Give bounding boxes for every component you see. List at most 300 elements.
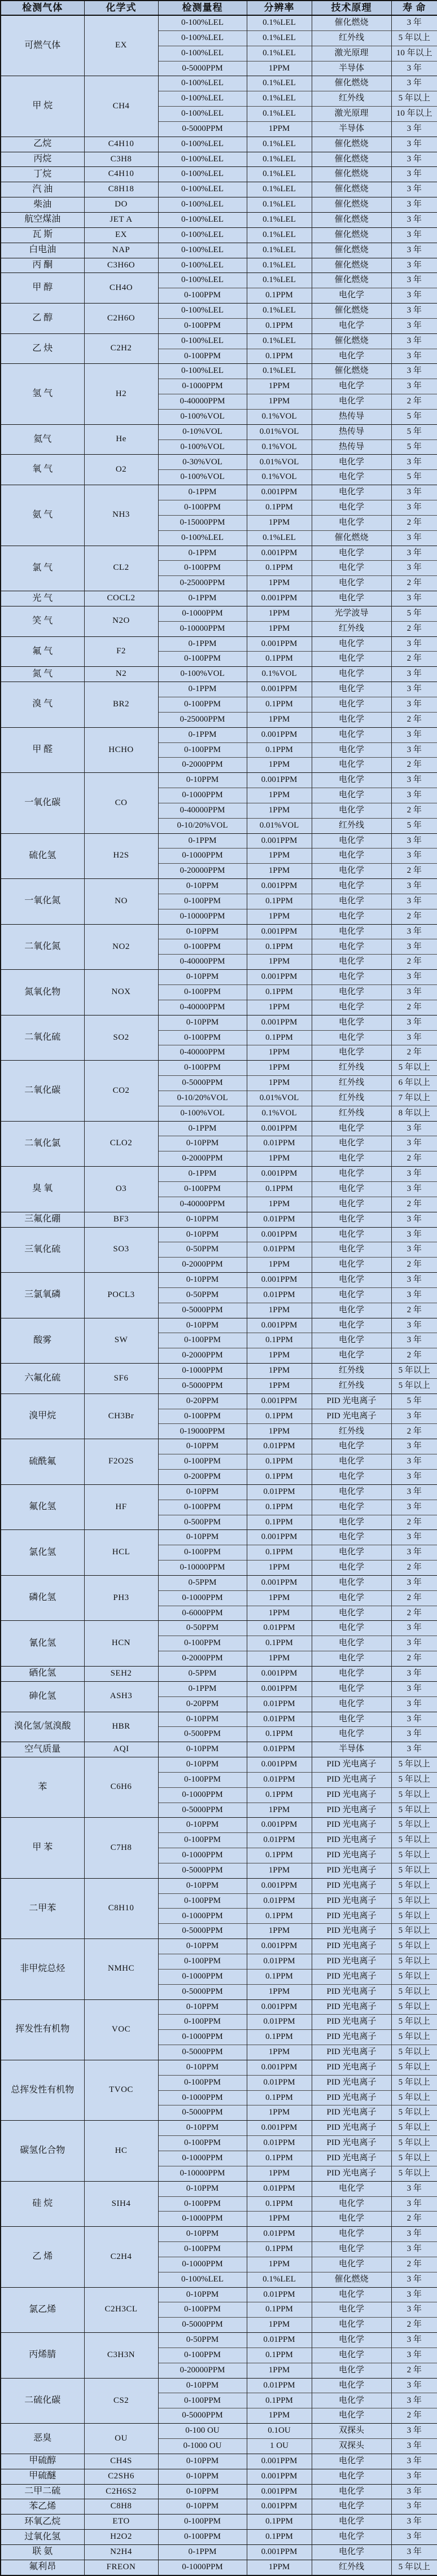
principle-cell: 红外线 bbox=[312, 1424, 391, 1439]
resolution-cell: 0.1PPM bbox=[247, 1454, 312, 1470]
range-cell: 0-1PPM bbox=[158, 591, 247, 606]
range-cell: 0-15000PPM bbox=[158, 515, 247, 530]
gas-name-cell: 溴化氢/氢溴酸 bbox=[1, 1712, 84, 1742]
range-cell: 0-10PPM bbox=[158, 2121, 247, 2136]
resolution-cell: 0.001PPM bbox=[247, 2454, 312, 2469]
range-cell: 0-10000PPM bbox=[158, 1560, 247, 1576]
principle-cell: PID 光电离子 bbox=[312, 1969, 391, 1984]
resolution-cell: 0.1%LEL bbox=[247, 333, 312, 349]
formula-cell: NO bbox=[84, 879, 158, 925]
lifetime-cell: 3 年 bbox=[391, 137, 437, 152]
range-cell: 0-1000PPM bbox=[158, 1787, 247, 1803]
principle-cell: PID 光电离子 bbox=[312, 1954, 391, 1970]
range-cell: 0-10PPM bbox=[158, 2484, 247, 2499]
range-cell: 0-100%VOL bbox=[158, 470, 247, 485]
resolution-cell: 1PPM bbox=[247, 955, 312, 970]
range-cell: 0-100%LEL bbox=[158, 15, 247, 30]
table-row bbox=[1, 333, 437, 349]
formula-cell: COCL2 bbox=[84, 591, 158, 606]
principle-cell: 电化学 bbox=[312, 485, 391, 500]
range-cell: 0-1000PPM bbox=[158, 1364, 247, 1379]
table-row bbox=[1, 1939, 437, 1954]
lifetime-cell: 5 年以上 bbox=[391, 1757, 437, 1773]
gas-name-cell: 甲 烷 bbox=[1, 76, 84, 137]
formula-cell: N2O bbox=[84, 606, 158, 636]
gas-name-cell: 柴油 bbox=[1, 197, 84, 213]
lifetime-cell: 3 年 bbox=[391, 1439, 437, 1454]
resolution-cell: 0.1PPM bbox=[247, 652, 312, 667]
principle-cell: 电化学 bbox=[312, 1318, 391, 1333]
lifetime-cell: 3 年 bbox=[391, 2242, 437, 2257]
lifetime-cell: 5 年 bbox=[391, 424, 437, 439]
resolution-cell: 1PPM bbox=[247, 2045, 312, 2060]
lifetime-cell: 3 年 bbox=[391, 561, 437, 576]
lifetime-cell: 5 年 bbox=[391, 409, 437, 424]
lifetime-cell: 3 年 bbox=[391, 364, 437, 379]
lifetime-cell: 3 年 bbox=[391, 2378, 437, 2393]
principle-cell: 催化燃烧 bbox=[312, 530, 391, 546]
lifetime-cell: 5 年以上 bbox=[391, 2090, 437, 2105]
range-cell: 0-10PPM bbox=[158, 2499, 247, 2515]
table-row bbox=[1, 2454, 437, 2469]
principle-cell: 电化学 bbox=[312, 894, 391, 909]
principle-cell: 电化学 bbox=[312, 758, 391, 773]
principle-cell: 电化学 bbox=[312, 1681, 391, 1696]
table-row bbox=[1, 924, 437, 939]
formula-cell: H2 bbox=[84, 364, 158, 424]
resolution-cell: 0.001PPM bbox=[247, 682, 312, 697]
range-cell: 0-50PPM bbox=[158, 1621, 247, 1636]
range-cell: 0-2000PPM bbox=[158, 1651, 247, 1667]
lifetime-cell: 3 年 bbox=[391, 1409, 437, 1424]
range-cell: 0-5000PPM bbox=[158, 1863, 247, 1878]
lifetime-cell: 2 年 bbox=[391, 1197, 437, 1212]
range-cell: 0-10PPM bbox=[158, 1757, 247, 1773]
resolution-cell: 0.001PPM bbox=[247, 1575, 312, 1590]
table-row bbox=[1, 546, 437, 561]
resolution-cell: 0.01PPM bbox=[247, 2227, 312, 2242]
table-row bbox=[1, 2530, 437, 2545]
gas-name-cell: 氨 气 bbox=[1, 485, 84, 546]
gas-name-cell: 磷化氢 bbox=[1, 1575, 84, 1621]
range-cell: 0-100PPM bbox=[158, 1636, 247, 1651]
range-cell: 0-100%LEL bbox=[158, 91, 247, 107]
principle-cell: 红外线 bbox=[312, 1106, 391, 1121]
lifetime-cell: 2 年 bbox=[391, 1590, 437, 1606]
lifetime-cell: 5 年以上 bbox=[391, 1803, 437, 1818]
principle-cell: 红外线 bbox=[312, 1091, 391, 1106]
principle-cell: 电化学 bbox=[312, 1454, 391, 1470]
formula-cell: C2H4 bbox=[84, 2227, 158, 2287]
range-cell: 0-1000PPM bbox=[158, 1590, 247, 1606]
resolution-cell: 1PPM bbox=[247, 1303, 312, 1318]
lifetime-cell: 5 年以上 bbox=[391, 2105, 437, 2121]
resolution-cell: 0.01PPM bbox=[247, 1833, 312, 1848]
principle-cell: PID 光电离子 bbox=[312, 2136, 391, 2151]
range-cell: 0-5000PPM bbox=[158, 1076, 247, 1091]
table-row bbox=[1, 1681, 437, 1696]
formula-cell: F2 bbox=[84, 636, 158, 667]
column-header-2: 化学式 bbox=[84, 1, 158, 15]
principle-cell: 催化燃烧 bbox=[312, 182, 391, 197]
principle-cell: 电化学 bbox=[312, 288, 391, 304]
range-cell: 0-40000PPM bbox=[158, 955, 247, 970]
gas-name-cell: 氯 气 bbox=[1, 546, 84, 591]
resolution-cell: 0.1%VOL bbox=[247, 470, 312, 485]
resolution-cell: 1PPM bbox=[247, 1151, 312, 1167]
range-cell: 0-10PPM bbox=[158, 1015, 247, 1030]
resolution-cell: 0.1%LEL bbox=[247, 107, 312, 122]
lifetime-cell: 3 年 bbox=[391, 1030, 437, 1045]
resolution-cell: 0.01%VOL bbox=[247, 424, 312, 439]
resolution-cell: 0.001PPM bbox=[247, 2484, 312, 2499]
lifetime-cell: 10 年以上 bbox=[391, 46, 437, 61]
table-row bbox=[1, 2121, 437, 2136]
principle-cell: 电化学 bbox=[312, 1303, 391, 1318]
gas-name-cell: 丁烷 bbox=[1, 167, 84, 182]
resolution-cell: 0.001PPM bbox=[247, 727, 312, 742]
principle-cell: 电化学 bbox=[312, 2515, 391, 2530]
principle-cell: PID 光电离子 bbox=[312, 2121, 391, 2136]
resolution-cell: 0.1%VOL bbox=[247, 667, 312, 682]
resolution-cell: 0.01PPM bbox=[247, 1287, 312, 1303]
principle-cell: 电化学 bbox=[312, 591, 391, 606]
table-row bbox=[1, 1878, 437, 1893]
principle-cell: 电化学 bbox=[312, 1181, 391, 1197]
resolution-cell: 0.001PPM bbox=[247, 924, 312, 939]
resolution-cell: 0.1PPM bbox=[247, 318, 312, 333]
range-cell: 0-100PPM bbox=[158, 1061, 247, 1076]
resolution-cell: 0.1PPM bbox=[247, 1030, 312, 1045]
lifetime-cell: 2 年 bbox=[391, 909, 437, 924]
lifetime-cell: 5 年以上 bbox=[391, 2060, 437, 2075]
formula-cell: HCN bbox=[84, 1621, 158, 1667]
principle-cell: PID 光电离子 bbox=[312, 1787, 391, 1803]
table-row bbox=[1, 1227, 437, 1242]
formula-cell: POCL3 bbox=[84, 1273, 158, 1318]
lifetime-cell: 2 年 bbox=[391, 1651, 437, 1667]
table-row bbox=[1, 304, 437, 319]
gas-name-cell: 氮氧化物 bbox=[1, 970, 84, 1016]
table-row bbox=[1, 1061, 437, 1076]
formula-cell: NOX bbox=[84, 970, 158, 1016]
resolution-cell: 1PPM bbox=[247, 1651, 312, 1667]
lifetime-cell: 3 年 bbox=[391, 2333, 437, 2348]
resolution-cell: 0.1OU bbox=[247, 2424, 312, 2439]
principle-cell: PID 光电离子 bbox=[312, 2075, 391, 2090]
range-cell: 0-10PPM bbox=[158, 1273, 247, 1288]
principle-cell: 电化学 bbox=[312, 1590, 391, 1606]
resolution-cell: 1PPM bbox=[247, 788, 312, 803]
principle-cell: 催化燃烧 bbox=[312, 364, 391, 379]
range-cell: 0-1000 OU bbox=[158, 2439, 247, 2454]
gas-name-cell: 联 氨 bbox=[1, 2544, 84, 2560]
resolution-cell: 0.1%LEL bbox=[247, 76, 312, 91]
principle-cell: 红外线 bbox=[312, 1364, 391, 1379]
resolution-cell: 0.1PPM bbox=[247, 985, 312, 1000]
table-row bbox=[1, 243, 437, 258]
column-header-1: 检测气体 bbox=[1, 1, 84, 15]
resolution-cell: 0.1PPM bbox=[247, 697, 312, 712]
resolution-cell: 0.1PPM bbox=[247, 561, 312, 576]
resolution-cell: 1PPM bbox=[247, 2363, 312, 2378]
resolution-cell: 0.1%VOL bbox=[247, 409, 312, 424]
formula-cell: NH3 bbox=[84, 485, 158, 546]
gas-name-cell: 氟 气 bbox=[1, 636, 84, 667]
resolution-cell: 0.1%LEL bbox=[247, 137, 312, 152]
lifetime-cell: 3 年 bbox=[391, 1227, 437, 1242]
range-cell: 0-1000PPM bbox=[158, 788, 247, 803]
range-cell: 0-5000PPM bbox=[158, 2105, 247, 2121]
lifetime-cell: 3 年 bbox=[391, 2227, 437, 2242]
resolution-cell: 1PPM bbox=[247, 1378, 312, 1393]
principle-cell: 电化学 bbox=[312, 1030, 391, 1045]
resolution-cell: 0.1PPM bbox=[247, 2242, 312, 2257]
range-cell: 0-10/20%VOL bbox=[158, 818, 247, 833]
lifetime-cell: 3 年 bbox=[391, 182, 437, 197]
table-row bbox=[1, 227, 437, 243]
gas-name-cell: 氰化氢 bbox=[1, 1621, 84, 1667]
range-cell: 0-10PPM bbox=[158, 1530, 247, 1545]
range-cell: 0-2000PPM bbox=[158, 1151, 247, 1167]
lifetime-cell: 5 年 bbox=[391, 470, 437, 485]
lifetime-cell: 2 年 bbox=[391, 1348, 437, 1364]
resolution-cell: 0.001PPM bbox=[247, 2469, 312, 2484]
lifetime-cell: 3 年 bbox=[391, 1273, 437, 1288]
principle-cell: 电化学 bbox=[312, 833, 391, 849]
table-row bbox=[1, 2227, 437, 2242]
table-row bbox=[1, 1818, 437, 1833]
resolution-cell: 0.1PPM bbox=[247, 2348, 312, 2363]
lifetime-cell: 3 年 bbox=[391, 1681, 437, 1696]
range-cell: 0-5000PPM bbox=[158, 1924, 247, 1939]
principle-cell: 电化学 bbox=[312, 2318, 391, 2333]
table-row bbox=[1, 1621, 437, 1636]
lifetime-cell: 2 年 bbox=[391, 394, 437, 410]
table-row bbox=[1, 1167, 437, 1182]
resolution-cell: 1PPM bbox=[247, 1348, 312, 1364]
lifetime-cell: 3 年 bbox=[391, 2469, 437, 2484]
range-cell: 0-10%VOL bbox=[158, 424, 247, 439]
range-cell: 0-10PPM bbox=[158, 1439, 247, 1454]
range-cell: 0-100%LEL bbox=[158, 2272, 247, 2287]
lifetime-cell: 3 年 bbox=[391, 273, 437, 288]
range-cell: 0-2000PPM bbox=[158, 758, 247, 773]
table-row bbox=[1, 2333, 437, 2348]
lifetime-cell: 2 年 bbox=[391, 712, 437, 727]
range-cell: 0-100%LEL bbox=[158, 227, 247, 243]
lifetime-cell: 3 年 bbox=[391, 227, 437, 243]
lifetime-cell: 2 年 bbox=[391, 1515, 437, 1530]
resolution-cell: 0.01PPM bbox=[247, 1712, 312, 1727]
lifetime-cell: 3 年 bbox=[391, 1167, 437, 1182]
principle-cell: 电化学 bbox=[312, 1484, 391, 1500]
resolution-cell: 1PPM bbox=[247, 1863, 312, 1878]
principle-cell: 电化学 bbox=[312, 697, 391, 712]
resolution-cell: 0.01PPM bbox=[247, 2333, 312, 2348]
lifetime-cell: 2 年 bbox=[391, 803, 437, 818]
principle-cell: 电化学 bbox=[312, 2196, 391, 2212]
lifetime-cell: 3 年 bbox=[391, 2484, 437, 2499]
table-row bbox=[1, 1364, 437, 1379]
lifetime-cell: 3 年 bbox=[391, 2515, 437, 2530]
resolution-cell: 1PPM bbox=[247, 1424, 312, 1439]
range-cell: 0-100PPM bbox=[158, 1409, 247, 1424]
resolution-cell: 1PPM bbox=[247, 864, 312, 879]
resolution-cell: 0.1PPM bbox=[247, 2393, 312, 2408]
lifetime-cell: 3 年 bbox=[391, 788, 437, 803]
table-row bbox=[1, 2424, 437, 2439]
resolution-cell: 1PPM bbox=[247, 1061, 312, 1076]
formula-cell: JET A bbox=[84, 212, 158, 227]
formula-cell: H2O2 bbox=[84, 2530, 158, 2545]
resolution-cell: 0.1PPM bbox=[247, 2030, 312, 2045]
lifetime-cell: 3 年 bbox=[391, 212, 437, 227]
resolution-cell: 1PPM bbox=[247, 121, 312, 137]
range-cell: 0-10PPM bbox=[158, 924, 247, 939]
lifetime-cell: 3 年 bbox=[391, 197, 437, 213]
resolution-cell: 0.1PPM bbox=[247, 1787, 312, 1803]
table-row bbox=[1, 2484, 437, 2499]
table-row bbox=[1, 152, 437, 167]
principle-cell: 电化学 bbox=[312, 1242, 391, 1258]
lifetime-cell: 3 年 bbox=[391, 591, 437, 606]
principle-cell: 电化学 bbox=[312, 2499, 391, 2515]
gas-name-cell: 甲硫醚 bbox=[1, 2469, 84, 2484]
formula-cell: ASH3 bbox=[84, 1681, 158, 1712]
range-cell: 0-1000PPM bbox=[158, 2257, 247, 2272]
principle-cell: 电化学 bbox=[312, 1000, 391, 1015]
resolution-cell: 1PPM bbox=[247, 2105, 312, 2121]
principle-cell: 电化学 bbox=[312, 2484, 391, 2499]
principle-cell: 电化学 bbox=[312, 1636, 391, 1651]
table-row bbox=[1, 970, 437, 985]
principle-cell: 电化学 bbox=[312, 2544, 391, 2560]
range-cell: 0-5000PPM bbox=[158, 121, 247, 137]
lifetime-cell: 2 年 bbox=[391, 515, 437, 530]
gas-name-cell: 氯乙烯 bbox=[1, 2287, 84, 2333]
resolution-cell: 1PPM bbox=[247, 1364, 312, 1379]
range-cell: 0-100%VOL bbox=[158, 1106, 247, 1121]
range-cell: 0-1PPM bbox=[158, 485, 247, 500]
resolution-cell: 0.001PPM bbox=[247, 1530, 312, 1545]
lifetime-cell: 3 年 bbox=[391, 1575, 437, 1590]
gas-name-cell: 瓦 斯 bbox=[1, 227, 84, 243]
range-cell: 0-10PPM bbox=[158, 773, 247, 788]
resolution-cell: 0.1PPM bbox=[247, 742, 312, 758]
range-cell: 0-10000PPM bbox=[158, 2166, 247, 2181]
resolution-cell: 0.1PPM bbox=[247, 894, 312, 909]
table-row bbox=[1, 1439, 437, 1454]
resolution-cell: 1PPM bbox=[247, 576, 312, 591]
principle-cell: 电化学 bbox=[312, 2530, 391, 2545]
range-cell: 0-100%LEL bbox=[158, 46, 247, 61]
formula-cell: CL2 bbox=[84, 546, 158, 591]
range-cell: 0-100PPM bbox=[158, 2348, 247, 2363]
resolution-cell: 1PPM bbox=[247, 1076, 312, 1091]
principle-cell: 电化学 bbox=[312, 394, 391, 410]
lifetime-cell: 3 年 bbox=[391, 2499, 437, 2515]
resolution-cell: 0.01%VOL bbox=[247, 1091, 312, 1106]
lifetime-cell: 2 年 bbox=[391, 1258, 437, 1273]
principle-cell: PID 光电离子 bbox=[312, 2166, 391, 2181]
range-cell: 0-100PPM bbox=[158, 288, 247, 304]
range-cell: 0-100PPM bbox=[158, 2530, 247, 2545]
range-cell: 0-100%LEL bbox=[158, 273, 247, 288]
gas-name-cell: 二氧化氯 bbox=[1, 1121, 84, 1167]
formula-cell: C4H10 bbox=[84, 137, 158, 152]
principle-cell: 电化学 bbox=[312, 742, 391, 758]
resolution-cell: 0.1%LEL bbox=[247, 46, 312, 61]
range-cell: 0-100PPM bbox=[158, 652, 247, 667]
resolution-cell: 0.1PPM bbox=[247, 1409, 312, 1424]
table-row bbox=[1, 2469, 437, 2484]
principle-cell: PID 光电离子 bbox=[312, 1393, 391, 1409]
resolution-cell: 0.001PPM bbox=[247, 1999, 312, 2015]
principle-cell: 电化学 bbox=[312, 864, 391, 879]
principle-cell: 催化燃烧 bbox=[312, 76, 391, 91]
resolution-cell: 1PPM bbox=[247, 1606, 312, 1621]
lifetime-cell: 2 年 bbox=[391, 576, 437, 591]
lifetime-cell: 5 年 bbox=[391, 1393, 437, 1409]
table-row bbox=[1, 879, 437, 894]
principle-cell: 电化学 bbox=[312, 2454, 391, 2469]
range-cell: 0-100%LEL bbox=[158, 364, 247, 379]
table-row bbox=[1, 167, 437, 182]
principle-cell: 电化学 bbox=[312, 712, 391, 727]
range-cell: 0-5000PPM bbox=[158, 1378, 247, 1393]
resolution-cell: 0.1PPM bbox=[247, 2196, 312, 2212]
resolution-cell: 0.001PPM bbox=[247, 2499, 312, 2515]
principle-cell: 电化学 bbox=[312, 2212, 391, 2227]
lifetime-cell: 3 年 bbox=[391, 924, 437, 939]
formula-cell: C8H10 bbox=[84, 1878, 158, 1938]
resolution-cell: 0.1PPM bbox=[247, 1515, 312, 1530]
principle-cell: 电化学 bbox=[312, 2257, 391, 2272]
range-cell: 0-100PPM bbox=[158, 697, 247, 712]
lifetime-cell: 3 年 bbox=[391, 333, 437, 349]
principle-cell: 电化学 bbox=[312, 652, 391, 667]
resolution-cell: 0.01PPM bbox=[247, 1893, 312, 1909]
range-cell: 0-5PPM bbox=[158, 1575, 247, 1590]
range-cell: 0-30%VOL bbox=[158, 455, 247, 470]
formula-cell: HC bbox=[84, 2121, 158, 2181]
range-cell: 0-100PPM bbox=[158, 2515, 247, 2530]
range-cell: 0-10PPM bbox=[158, 970, 247, 985]
lifetime-cell: 3 年 bbox=[391, 939, 437, 955]
lifetime-cell: 3 年 bbox=[391, 667, 437, 682]
range-cell: 0-100PPM bbox=[158, 1181, 247, 1197]
lifetime-cell: 5 年以上 bbox=[391, 2075, 437, 2090]
lifetime-cell: 2 年 bbox=[391, 758, 437, 773]
resolution-cell: 1PPM bbox=[247, 2318, 312, 2333]
table-row bbox=[1, 1273, 437, 1288]
range-cell: 0-100PPM bbox=[158, 349, 247, 364]
gas-name-cell: 一氧化氮 bbox=[1, 879, 84, 925]
resolution-cell: 0.01%VOL bbox=[247, 818, 312, 833]
principle-cell: PID 光电离子 bbox=[312, 2105, 391, 2121]
principle-cell: 电化学 bbox=[312, 318, 391, 333]
gas-name-cell: 笑 气 bbox=[1, 606, 84, 636]
gas-name-cell: 碳氢化合物 bbox=[1, 2121, 84, 2181]
principle-cell: 电化学 bbox=[312, 1515, 391, 1530]
column-header-6: 寿 命 bbox=[391, 1, 437, 15]
resolution-cell: 0.1PPM bbox=[247, 2302, 312, 2318]
lifetime-cell: 3 年 bbox=[391, 1212, 437, 1227]
resolution-cell: 0.01PPM bbox=[247, 1742, 312, 1757]
range-cell: 0-25000PPM bbox=[158, 576, 247, 591]
principle-cell: 电化学 bbox=[312, 2348, 391, 2363]
